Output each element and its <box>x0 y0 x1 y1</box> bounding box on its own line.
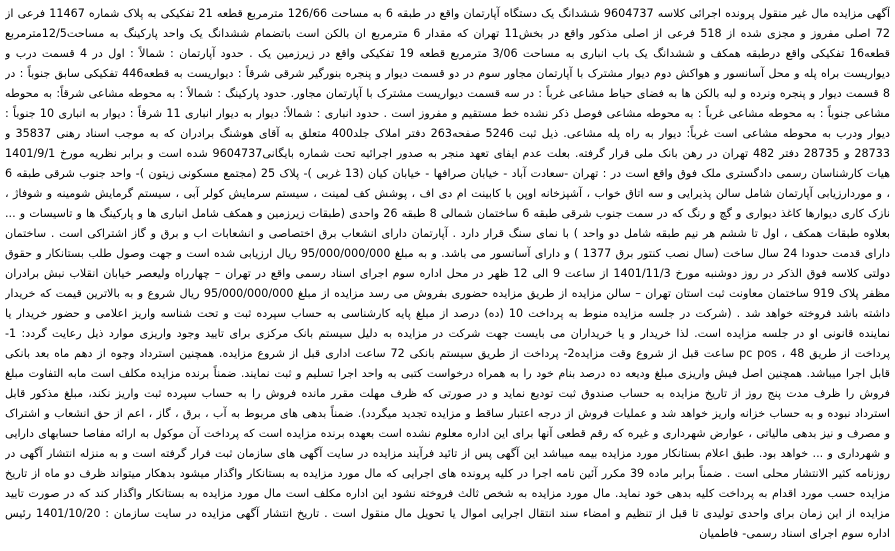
notice-body-text: آگهی مزایده مال غیر منقول پرونده اجرائی کلاسه 9604737 ششدانگ یک دستگاه آپارتمان واقع در طبقه 6 به مساحت 126/66 مترمربع قطعه 21 تفکیکی به پلاک شماره 11467 فرعی از 72 اصلی مفروز و مجزی شده از 518 فرعی از اصلی مذکور واقع در بخش11 تهران که مقدار 6 مترمربع ان بالکن است باتضمام ششدانگ یک واحد پارکینگ به مساحت12/5مترمربع قطعه16 تفکیکی واقع درطبقه همکف و ششدانگ یک باب انباری به مساحت 3/06 مترمربع قطعه 19 تفکیکی واقع در زیرزمین یک . حدود آپارتمان : شمالاً : اول در 4 قسمت درب و دیواریست براه پله و محل آسانسور و هواکش دوم دیوار مشترک با آپارتمان مجاور سوم در دو قسمت دیوار و پنجره بنورگیر شرقی شرقاً : دیواریست به قطعه446 تفکیکی سابق جنوباً : در 8 قسمت دیوار و پنجره ونرده و لبه بالکن ها به فضای حیاط مشاعی غرباً : در سه قسمت دیواریست مشترک با آپارتمان مجاور. حدود پارکینگ : شمالاً : به محوطه مشاعی شرقاً: به محوطه مشاعی جنوباً : به محوطه مشاعی غرباً : به محوطه مشاعی فوصل ذکر نشده خط مستقیم و مفروز است . حدود انباری : شمالاً: دیوار به دیوار انباری 11 شرقاً : دیوار به انباری 10 جنوباً : دیوار ودرب به محوطه مشاعی است غرباً: دیوار به راه پله مشاعی. ذیل ثبت 5246 صفحه263 دفتر املاک جلد400 متعلق به آقای هوشنگ برادران که به موجب اسناد رهنی 35837 و 28733 و 28735 دفتر 482 تهران در رهن بانک ملی قرار گرفته. بعلت عدم ایفای تعهد منجر به صدور اجرائیه تحت شماره بایگانی9604737 شده است و برابر نظریه مورخ 1401/9/1 هیات کارشناسان رسمی دادگستری ملک فوق واقع است در : تهران -سعادت آباد - خیابان صرافها - خیابان کیان (13 غربی )- پلاک 25 (مجتمع مسکونی زیتون )- واحد جنوب شرقی طبقه 6 ، و موردارزیابی آپارتمان شامل سالن پذیرایی و سه اتاق خواب ، آشپزخانه اوپن با کابینت ام دی اف ، پوشش کف لمینت ، سیستم سرمایش کولر آبی ، سیستم گرمایش شومینه و شوفاژ ، نازک کاری دیوارها کاغذ دیواری و گچ و رنگ که در سمت جنوب شرقی طبقه 6 ساختمان شمالی 8 طبقه 26 واحدی (طبقات زیرزمین و همکف شامل انباری ها و پارکینگ ها و تاسیسات و ... بعلاوه طبقات همکف ، اول تا ششم هر نیم طبقه شامل دو واحد ) با نمای سنگ قرار دارد . آپارتمان دارای انشعاب برق اختصاصی و انشعابات اب و برق و گاز اشتراکی است . ساختمان دارای قدمت حدودا 24 سال ساخت (سال نصب کنتور برق 1377 ) و دارای آسانسور می باشد. و به مبلغ 95/000/000/000 ریال ارزیابی شده است و جهت وصول طلب بستانکار و حقوق دولتی کلاسه فوق الذکر در روز دوشنبه مورخ 1401/11/3 از ساعت 9 الی 12 ظهر در محل اداره سوم اجرای اسناد رسمی واقع در تهران – چهارراه ولیعصر خیابان انقلاب نبش برادران مظفر پلاک 919 ساختمان معاونت ثبت استان تهران – سالن مزایده از طریق مزایده حضوری بفروش می رسد مزایده از مبلغ 95/000/000/000 ریال شروع و به بالاترین قیمت که خریدار داشته باشد فروخته خواهد شد . (شرکت در جلسه مزایده منوط به پرداخت 10 (ده) درصد از مبلغ پایه کارشناسی به حساب سپرده ثبت و تحت شناسه واریز اعلامی و حضور خریدار یا نماینده قانونی او در جلسه مزایده است. لذا خریدار و یا خریداران می بایست جهت شرکت در مزایده به دلیل سیستم بانک مرکزی برای تایید وجود واریزی موارد ذیل رعایت گردد: 1- پرداخت از طریق pc pos ، 48 ساعت قبل از شروع وقت مزایده2- پرداخت از طریق سیستم بانکی 72 ساعت اداری قبل از شروع مزایده. همچنین استرداد وجوه از دهم ماه بعد بانکی قابل اجرا میباشد. همچنین اصل فیش واریزی مبلغ ودیعه ده درصد بنام خود را به همراه درخواست کتبی به واحد اجرا تسلیم و ثبت نمایند. ضمناً برنده مزایده مکلف است مابه التفاوت مبلغ فروش را ظرف مدت پنج روز از تاریخ مزایده به حساب صندوق ثبت تودیع نماید و در صورتی که ظرف مهلت مقرر مانده فروش را به حساب سپرده ثبت واریز نکند، مبلغ مذکور قابل استرداد نبوده و به حساب خزانه واریز خواهد شد و عملیات فروش از درجه اعتبار ساقط و مزایده تجدید میگردد). ضمناً بدهی های مربوط به آب ، برق ، گاز ، اعم از حق انشعاب و اشتراک و مصرف و نیز بدهی مالیاتی ، عوارض شهرداری و غیره که رقم قطعی آنها برای این اداره معلوم نشده است بعهده برنده مزایده است که پرداخت آن موکول به ارائه مفاصا حسابهای دارایی و شهرداری و ... خواهد بود. طبق اعلام بستانکار مورد مزایده بیمه میباشد این آگهی پس از تائید فرآیند مزایده در سایت آگهی های سازمان ثبت فرار گرفته است و به منزله انتشار آگهی در روزنامه کثیر الانتشار محلی است . ضمناً برابر ماده 39 مکرر آئین نامه اجرا در کلیه پرونده های اجرایی که مال مورد مزایده به بستانکار واگذار میشود بدهکار میتواند ظرف دو ماه از تاریخ مزایده حسب مورد اقدام به پرداخت کلیه بدهی خود نماید. مال مورد مزایده به شخص ثالث فروخته نشود این اداره مکلف است مال مورد مزایده به بستانکار واگذار کند که در صورت تایید مزایده از این زمان برای واحدی تولیدی تا قبل از تنظیم و امضاء سند انتقال اجرایی اموال یا تحویل مال منقول است . تاریخ انتشار آگهی مزایده در سایت سازمان : 1401/10/20 رئیس اداره سوم اجرای اسناد رسمی- فاطمیان <box>5 7 890 540</box>
auction-notice <box>5 4 890 547</box>
